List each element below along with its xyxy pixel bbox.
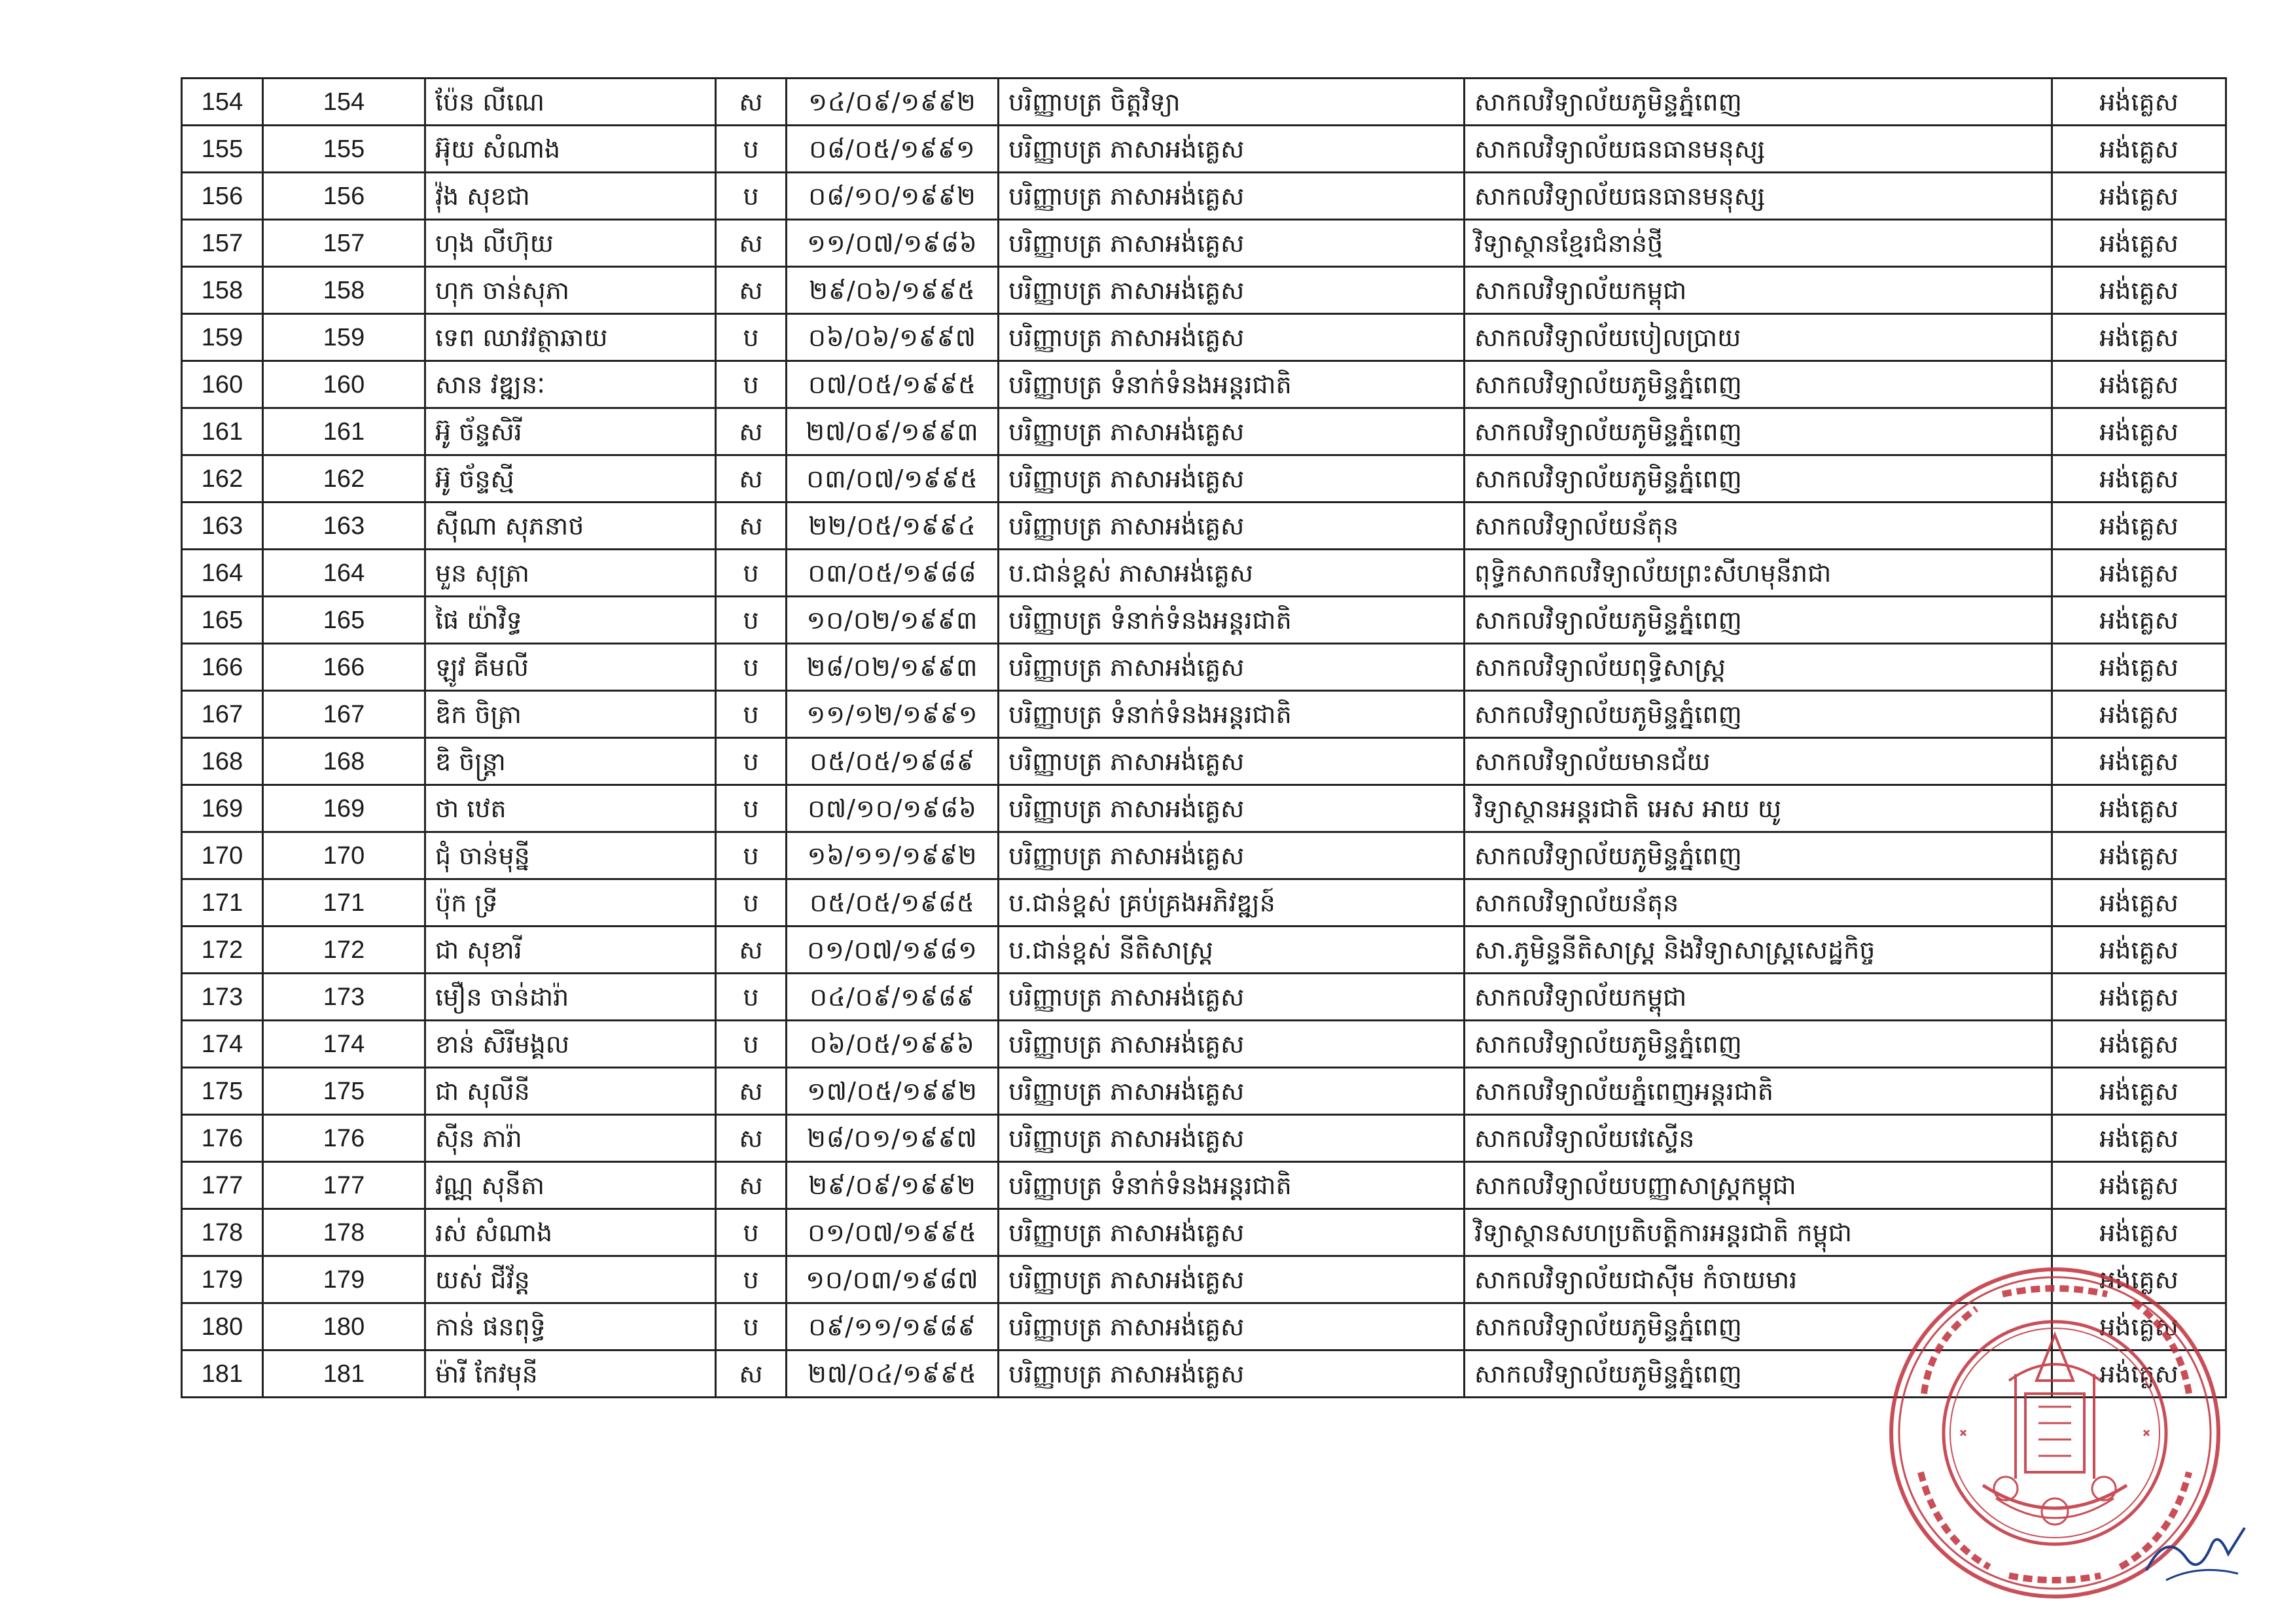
- table-row: [182, 220, 2226, 267]
- date-of-birth-cell: ០៦/០៦/១៩៩៧: [787, 314, 999, 361]
- candidate-sex-cell: ប: [716, 644, 787, 691]
- candidate-sex-cell: ស: [716, 220, 787, 267]
- date-of-birth-cell: ១៦/១១/១៩៩២: [787, 832, 999, 879]
- table-row: [182, 738, 2226, 785]
- candidate-sex-cell: ស: [716, 1068, 787, 1115]
- candidate-name-cell: មួន សុត្រា: [425, 550, 716, 597]
- institution-cell: វិទ្យាស្ថានសហប្រតិបត្តិការអន្តរជាតិ កម្ពុជា: [1465, 1209, 2052, 1256]
- degree-cell: បរិញ្ញាបត្រ ភាសាអង់គ្លេស: [999, 1303, 1465, 1350]
- candidate-id-cell: 175: [263, 1068, 425, 1115]
- candidate-name-cell: ជុំ ចាន់មុន្នី: [425, 832, 716, 879]
- candidate-name-cell: រស់ សំណាង: [425, 1209, 716, 1256]
- candidate-sex-cell: ប: [716, 1209, 787, 1256]
- row-number-cell: 181: [182, 1350, 263, 1398]
- date-of-birth-cell: ០៥/០៥/១៩៨៩: [787, 738, 999, 785]
- candidate-name-cell: ផៃ យ៉ាវិទ្ធ: [425, 597, 716, 644]
- language-skill-cell: អង់គ្លេស: [2052, 1209, 2226, 1256]
- candidate-sex-cell: ស: [716, 1162, 787, 1209]
- candidate-name-cell: អ៊ូ ច័ន្ទសិរី: [425, 408, 716, 455]
- degree-cell: បរិញ្ញាបត្រ ភាសាអង់គ្លេស: [999, 1115, 1465, 1162]
- language-skill-cell: អង់គ្លេស: [2052, 173, 2226, 220]
- candidate-sex-cell: ស: [716, 408, 787, 455]
- degree-cell: បរិញ្ញាបត្រ ភាសាអង់គ្លេស: [999, 644, 1465, 691]
- degree-cell: បរិញ្ញាបត្រ ភាសាអង់គ្លេស: [999, 314, 1465, 361]
- candidate-name-cell: ស៊ីន ភារ៉ា: [425, 1115, 716, 1162]
- date-of-birth-cell: ១៧/០៥/១៩៩២: [787, 1068, 999, 1115]
- degree-cell: បរិញ្ញាបត្រ ភាសាអង់គ្លេស: [999, 1256, 1465, 1303]
- language-skill-cell: អង់គ្លេស: [2052, 1350, 2226, 1398]
- table-row: [182, 314, 2226, 361]
- candidate-name-cell: ទេព ឈាវវត្ថាឆាយ: [425, 314, 716, 361]
- row-number-cell: 174: [182, 1021, 263, 1068]
- candidate-sex-cell: ប: [716, 597, 787, 644]
- table-row: [182, 79, 2226, 126]
- institution-cell: សាកលវិទ្យាល័យភូមិន្ទភ្នំពេញ: [1465, 1303, 2052, 1350]
- language-skill-cell: អង់គ្លេស: [2052, 879, 2226, 927]
- row-number-cell: 171: [182, 879, 263, 927]
- candidate-id-cell: 165: [263, 597, 425, 644]
- candidate-name-cell: ជា សុលីនី: [425, 1068, 716, 1115]
- table-row: [182, 1162, 2226, 1209]
- date-of-birth-cell: ២៧/០៤/១៩៩៥: [787, 1350, 999, 1398]
- candidate-id-cell: 161: [263, 408, 425, 455]
- institution-cell: សាកលវិទ្យាល័យពុទ្ធិសាស្ត្រ: [1465, 644, 2052, 691]
- candidate-sex-cell: ស: [716, 503, 787, 550]
- date-of-birth-cell: ១៤/០៩/១៩៩២: [787, 79, 999, 126]
- language-skill-cell: អង់គ្លេស: [2052, 1303, 2226, 1350]
- candidate-id-cell: 169: [263, 785, 425, 832]
- institution-cell: សាកលវិទ្យាល័យភូមិន្ទភ្នំពេញ: [1465, 408, 2052, 455]
- institution-cell: សាកលវិទ្យាល័យភូមិន្ទភ្នំពេញ: [1465, 455, 2052, 503]
- candidate-sex-cell: ប: [716, 550, 787, 597]
- date-of-birth-cell: ១០/០២/១៩៩៣: [787, 597, 999, 644]
- candidate-name-cell: ហុង លីហ៊ុយ: [425, 220, 716, 267]
- table-body: [182, 79, 2226, 1398]
- row-number-cell: 173: [182, 974, 263, 1021]
- language-skill-cell: អង់គ្លេស: [2052, 408, 2226, 455]
- row-number-cell: 154: [182, 79, 263, 126]
- language-skill-cell: អង់គ្លេស: [2052, 79, 2226, 126]
- row-number-cell: 162: [182, 455, 263, 503]
- candidate-sex-cell: ប: [716, 126, 787, 173]
- row-number-cell: 160: [182, 361, 263, 408]
- institution-cell: វិទ្យាស្ថានខ្មែរជំនាន់ថ្មី: [1465, 220, 2052, 267]
- language-skill-cell: អង់គ្លេស: [2052, 1162, 2226, 1209]
- date-of-birth-cell: ០៨/០៥/១៩៩១: [787, 126, 999, 173]
- candidate-id-cell: 160: [263, 361, 425, 408]
- candidate-sex-cell: ប: [716, 1021, 787, 1068]
- date-of-birth-cell: ២៧/០៩/១៩៩៣: [787, 408, 999, 455]
- language-skill-cell: អង់គ្លេស: [2052, 974, 2226, 1021]
- candidate-id-cell: 164: [263, 550, 425, 597]
- row-number-cell: 177: [182, 1162, 263, 1209]
- candidate-sex-cell: ប: [716, 691, 787, 738]
- table-row: [182, 974, 2226, 1021]
- candidate-sex-cell: ប: [716, 879, 787, 927]
- table-row: [182, 597, 2226, 644]
- degree-cell: បរិញ្ញាបត្រ ភាសាអង់គ្លេស: [999, 267, 1465, 314]
- date-of-birth-cell: ០៤/០៩/១៩៨៩: [787, 974, 999, 1021]
- degree-cell: បរិញ្ញាបត្រ ទំនាក់ទំនងអន្តរជាតិ: [999, 1162, 1465, 1209]
- row-number-cell: 166: [182, 644, 263, 691]
- degree-cell: បរិញ្ញាបត្រ ភាសាអង់គ្លេស: [999, 1021, 1465, 1068]
- candidate-name-cell: ជា សុខារី: [425, 927, 716, 974]
- date-of-birth-cell: ២៩/០៦/១៩៩៥: [787, 267, 999, 314]
- row-number-cell: 158: [182, 267, 263, 314]
- row-number-cell: 155: [182, 126, 263, 173]
- candidate-sex-cell: ប: [716, 314, 787, 361]
- institution-cell: សាកលវិទ្យាល័យកម្ពុជា: [1465, 267, 2052, 314]
- degree-cell: បរិញ្ញាបត្រ ភាសាអង់គ្លេស: [999, 408, 1465, 455]
- degree-cell: ប.ជាន់ខ្ពស់ នីតិសាស្ត្រ: [999, 927, 1465, 974]
- table-row: [182, 173, 2226, 220]
- degree-cell: បរិញ្ញាបត្រ ភាសាអង់គ្លេស: [999, 1209, 1465, 1256]
- candidate-name-cell: ថា ឋេត: [425, 785, 716, 832]
- candidate-name-cell: វណ្ណ សុនីតា: [425, 1162, 716, 1209]
- table-row: [182, 1068, 2226, 1115]
- candidate-id-cell: 156: [263, 173, 425, 220]
- degree-cell: បរិញ្ញាបត្រ ភាសាអង់គ្លេស: [999, 1350, 1465, 1398]
- degree-cell: បរិញ្ញាបត្រ ភាសាអង់គ្លេស: [999, 738, 1465, 785]
- language-skill-cell: អង់គ្លេស: [2052, 1021, 2226, 1068]
- institution-cell: សាកលវិទ្យាល័យភូមិន្ទភ្នំពេញ: [1465, 1021, 2052, 1068]
- degree-cell: បរិញ្ញាបត្រ ទំនាក់ទំនងអន្តរជាតិ: [999, 597, 1465, 644]
- candidate-id-cell: 179: [263, 1256, 425, 1303]
- candidate-name-cell: ឌិក ចិត្រា: [425, 691, 716, 738]
- institution-cell: សាកលវិទ្យាល័យភូមិន្ទភ្នំពេញ: [1465, 1350, 2052, 1398]
- date-of-birth-cell: ០៦/០៥/១៩៩៦: [787, 1021, 999, 1068]
- candidate-sex-cell: ស: [716, 1115, 787, 1162]
- candidate-name-cell: អ៊ូ ច័ន្ទស្មី: [425, 455, 716, 503]
- candidate-id-cell: 174: [263, 1021, 425, 1068]
- candidate-id-cell: 162: [263, 455, 425, 503]
- candidate-id-cell: 157: [263, 220, 425, 267]
- row-number-cell: 180: [182, 1303, 263, 1350]
- row-number-cell: 165: [182, 597, 263, 644]
- table-row: [182, 785, 2226, 832]
- candidate-id-cell: 181: [263, 1350, 425, 1398]
- degree-cell: ប.ជាន់ខ្ពស់ ភាសាអង់គ្លេស: [999, 550, 1465, 597]
- degree-cell: បរិញ្ញាបត្រ ភាសាអង់គ្លេស: [999, 503, 1465, 550]
- institution-cell: សាកលវិទ្យាល័យជាស៊ីម កំចាយមារ: [1465, 1256, 2052, 1303]
- degree-cell: បរិញ្ញាបត្រ ទំនាក់ទំនងអន្តរជាតិ: [999, 691, 1465, 738]
- candidate-name-cell: ឡូវ គីមលី: [425, 644, 716, 691]
- candidate-name-cell: ខាន់ សិរីមង្គល: [425, 1021, 716, 1068]
- language-skill-cell: អង់គ្លេស: [2052, 1068, 2226, 1115]
- table-row: [182, 644, 2226, 691]
- row-number-cell: 169: [182, 785, 263, 832]
- row-number-cell: 164: [182, 550, 263, 597]
- table-row: [182, 455, 2226, 503]
- institution-cell: សាកលវិទ្យាល័យមានជ័យ: [1465, 738, 2052, 785]
- candidate-name-cell: វ៉ុង សុខជា: [425, 173, 716, 220]
- institution-cell: សាកលវិទ្យាល័យភ្នំពេញអន្តរជាតិ: [1465, 1068, 2052, 1115]
- date-of-birth-cell: ២៩/០៩/១៩៩២: [787, 1162, 999, 1209]
- institution-cell: សាកលវិទ្យាល័យបៀលប្រាយ: [1465, 314, 2052, 361]
- language-skill-cell: អង់គ្លេស: [2052, 832, 2226, 879]
- table-row: [182, 361, 2226, 408]
- date-of-birth-cell: ២៨/០២/១៩៩៣: [787, 644, 999, 691]
- degree-cell: ប.ជាន់ខ្ពស់ គ្រប់គ្រងអភិវឌ្ឍន៍: [999, 879, 1465, 927]
- table-row: [182, 927, 2226, 974]
- institution-cell: សាកលវិទ្យាល័យធនធានមនុស្ស: [1465, 126, 2052, 173]
- language-skill-cell: អង់គ្លេស: [2052, 644, 2226, 691]
- candidate-sex-cell: ប: [716, 738, 787, 785]
- table-row: [182, 879, 2226, 927]
- date-of-birth-cell: ២២/០៥/១៩៩៤: [787, 503, 999, 550]
- candidate-name-cell: ហុក ចាន់សុភា: [425, 267, 716, 314]
- candidate-id-cell: 158: [263, 267, 425, 314]
- row-number-cell: 167: [182, 691, 263, 738]
- date-of-birth-cell: ១១/១២/១៩៩១: [787, 691, 999, 738]
- candidate-sex-cell: ស: [716, 267, 787, 314]
- language-skill-cell: អង់គ្លេស: [2052, 361, 2226, 408]
- candidate-sex-cell: ស: [716, 79, 787, 126]
- language-skill-cell: អង់គ្លេស: [2052, 1115, 2226, 1162]
- row-number-cell: 161: [182, 408, 263, 455]
- date-of-birth-cell: ០៧/០៥/១៩៩៥: [787, 361, 999, 408]
- degree-cell: បរិញ្ញាបត្រ ចិត្តវិទ្យា: [999, 79, 1465, 126]
- candidate-name-cell: យស់ ជីវ័ន្ត: [425, 1256, 716, 1303]
- degree-cell: បរិញ្ញាបត្រ ទំនាក់ទំនងអន្តរជាតិ: [999, 361, 1465, 408]
- language-skill-cell: អង់គ្លេស: [2052, 738, 2226, 785]
- row-number-cell: 159: [182, 314, 263, 361]
- date-of-birth-cell: ១១/០៧/១៩៨៦: [787, 220, 999, 267]
- candidate-id-cell: 176: [263, 1115, 425, 1162]
- institution-cell: សាកលវិទ្យាល័យធនធានមនុស្ស: [1465, 173, 2052, 220]
- institution-cell: សាកលវិទ្យាល័យកម្ពុជា: [1465, 974, 2052, 1021]
- row-number-cell: 156: [182, 173, 263, 220]
- table-row: [182, 267, 2226, 314]
- candidate-id-cell: 177: [263, 1162, 425, 1209]
- row-number-cell: 179: [182, 1256, 263, 1303]
- candidate-sex-cell: ស: [716, 927, 787, 974]
- candidate-sex-cell: ប: [716, 785, 787, 832]
- candidate-name-cell: ស៊ីណា សុភនាថ: [425, 503, 716, 550]
- candidate-name-cell: ប៉ែន លីណេ: [425, 79, 716, 126]
- candidate-id-cell: 163: [263, 503, 425, 550]
- language-skill-cell: អង់គ្លេស: [2052, 550, 2226, 597]
- institution-cell: សាកលវិទ្យាល័យភូមិន្ទភ្នំពេញ: [1465, 361, 2052, 408]
- date-of-birth-cell: ០៣/០៧/១៩៩៥: [787, 455, 999, 503]
- language-skill-cell: អង់គ្លេស: [2052, 220, 2226, 267]
- degree-cell: បរិញ្ញាបត្រ ភាសាអង់គ្លេស: [999, 974, 1465, 1021]
- candidate-id-cell: 168: [263, 738, 425, 785]
- institution-cell: វិទ្យាស្ថានអន្តរជាតិ អេស អាយ យូ: [1465, 785, 2052, 832]
- row-number-cell: 176: [182, 1115, 263, 1162]
- candidate-sex-cell: ប: [716, 974, 787, 1021]
- date-of-birth-cell: ០៩/១១/១៩៨៩: [787, 1303, 999, 1350]
- candidate-sex-cell: ប: [716, 173, 787, 220]
- candidate-id-cell: 166: [263, 644, 425, 691]
- table-row: [182, 1115, 2226, 1162]
- degree-cell: បរិញ្ញាបត្រ ភាសាអង់គ្លេស: [999, 173, 1465, 220]
- table-row: [182, 691, 2226, 738]
- institution-cell: សាកលវិទ្យាល័យភូមិន្ទភ្នំពេញ: [1465, 79, 2052, 126]
- candidate-table: [181, 77, 2227, 1398]
- candidate-sex-cell: ប: [716, 1303, 787, 1350]
- date-of-birth-cell: ០៣/០៥/១៩៨៨: [787, 550, 999, 597]
- institution-cell: សា.ភូមិន្ទនីតិសាស្ត្រ និងវិទ្យាសាស្ត្រសេដ្ឋកិច្ច: [1465, 927, 2052, 974]
- date-of-birth-cell: ២៨/០១/១៩៩៧: [787, 1115, 999, 1162]
- language-skill-cell: អង់គ្លេស: [2052, 785, 2226, 832]
- candidate-id-cell: 167: [263, 691, 425, 738]
- date-of-birth-cell: ០១/០៧/១៩៩៥: [787, 1209, 999, 1256]
- table-row: [182, 832, 2226, 879]
- row-number-cell: 175: [182, 1068, 263, 1115]
- institution-cell: សាកលវិទ្យាល័យន័តុន: [1465, 879, 2052, 927]
- institution-cell: សាកលវិទ្យាល័យបញ្ញាសាស្ត្រកម្ពុជា: [1465, 1162, 2052, 1209]
- candidate-sex-cell: ប: [716, 1256, 787, 1303]
- language-skill-cell: អង់គ្លេស: [2052, 455, 2226, 503]
- candidate-name-cell: ម៉ារី កែវមុនី: [425, 1350, 716, 1398]
- candidate-name-cell: មឿន ចាន់ដារ៉ា: [425, 974, 716, 1021]
- date-of-birth-cell: ១០/០៣/១៩៨៧: [787, 1256, 999, 1303]
- candidate-id-cell: 154: [263, 79, 425, 126]
- degree-cell: បរិញ្ញាបត្រ ភាសាអង់គ្លេស: [999, 455, 1465, 503]
- institution-cell: សាកលវិទ្យាល័យន័តុន: [1465, 503, 2052, 550]
- candidate-sex-cell: ស: [716, 1350, 787, 1398]
- language-skill-cell: អង់គ្លេស: [2052, 691, 2226, 738]
- candidate-id-cell: 180: [263, 1303, 425, 1350]
- candidate-id-cell: 171: [263, 879, 425, 927]
- candidate-id-cell: 170: [263, 832, 425, 879]
- candidate-name-cell: អ៊ុយ សំណាង: [425, 126, 716, 173]
- language-skill-cell: អង់គ្លេស: [2052, 126, 2226, 173]
- date-of-birth-cell: ០៥/០៥/១៩៨៥: [787, 879, 999, 927]
- row-number-cell: 170: [182, 832, 263, 879]
- institution-cell: សាកលវិទ្យាល័យភូមិន្ទភ្នំពេញ: [1465, 597, 2052, 644]
- candidate-id-cell: 178: [263, 1209, 425, 1256]
- candidate-name-cell: ឌិ ចិន្ត្រា: [425, 738, 716, 785]
- candidate-sex-cell: ស: [716, 455, 787, 503]
- table-row: [182, 1021, 2226, 1068]
- language-skill-cell: អង់គ្លេស: [2052, 1256, 2226, 1303]
- candidate-sex-cell: ប: [716, 832, 787, 879]
- institution-cell: សាកលវិទ្យាល័យភូមិន្ទភ្នំពេញ: [1465, 832, 2052, 879]
- table-row: [182, 503, 2226, 550]
- language-skill-cell: អង់គ្លេស: [2052, 597, 2226, 644]
- candidate-id-cell: 173: [263, 974, 425, 1021]
- candidate-id-cell: 155: [263, 126, 425, 173]
- handwritten-signature: [2140, 1518, 2251, 1590]
- date-of-birth-cell: ០១/០៧/១៩៨១: [787, 927, 999, 974]
- candidate-id-cell: 172: [263, 927, 425, 974]
- degree-cell: បរិញ្ញាបត្រ ភាសាអង់គ្លេស: [999, 220, 1465, 267]
- table-row: [182, 1209, 2226, 1256]
- degree-cell: បរិញ្ញាបត្រ ភាសាអង់គ្លេស: [999, 1068, 1465, 1115]
- candidate-name-cell: ប៉ុក ទ្រី: [425, 879, 716, 927]
- candidate-name-cell: សាន វឌ្ឍនៈ: [425, 361, 716, 408]
- language-skill-cell: អង់គ្លេស: [2052, 267, 2226, 314]
- table-row: [182, 550, 2226, 597]
- row-number-cell: 172: [182, 927, 263, 974]
- table-row: [182, 126, 2226, 173]
- language-skill-cell: អង់គ្លេស: [2052, 503, 2226, 550]
- candidate-name-cell: កាន់ ផនពុទ្ធិ: [425, 1303, 716, 1350]
- date-of-birth-cell: ០៧/១០/១៩៨៦: [787, 785, 999, 832]
- institution-cell: សាកលវិទ្យាល័យវេស្ទើន: [1465, 1115, 2052, 1162]
- row-number-cell: 157: [182, 220, 263, 267]
- candidate-id-cell: 159: [263, 314, 425, 361]
- row-number-cell: 178: [182, 1209, 263, 1256]
- row-number-cell: 163: [182, 503, 263, 550]
- date-of-birth-cell: ០៨/១០/១៩៩២: [787, 173, 999, 220]
- degree-cell: បរិញ្ញាបត្រ ភាសាអង់គ្លេស: [999, 785, 1465, 832]
- language-skill-cell: អង់គ្លេស: [2052, 314, 2226, 361]
- table-row: [182, 408, 2226, 455]
- institution-cell: ពុទ្ធិកសាកលវិទ្យាល័យព្រះសីហមុនីរាជា: [1465, 550, 2052, 597]
- candidate-sex-cell: ប: [716, 361, 787, 408]
- row-number-cell: 168: [182, 738, 263, 785]
- language-skill-cell: អង់គ្លេស: [2052, 927, 2226, 974]
- degree-cell: បរិញ្ញាបត្រ ភាសាអង់គ្លេស: [999, 126, 1465, 173]
- institution-cell: សាកលវិទ្យាល័យភូមិន្ទភ្នំពេញ: [1465, 691, 2052, 738]
- degree-cell: បរិញ្ញាបត្រ ភាសាអង់គ្លេស: [999, 832, 1465, 879]
